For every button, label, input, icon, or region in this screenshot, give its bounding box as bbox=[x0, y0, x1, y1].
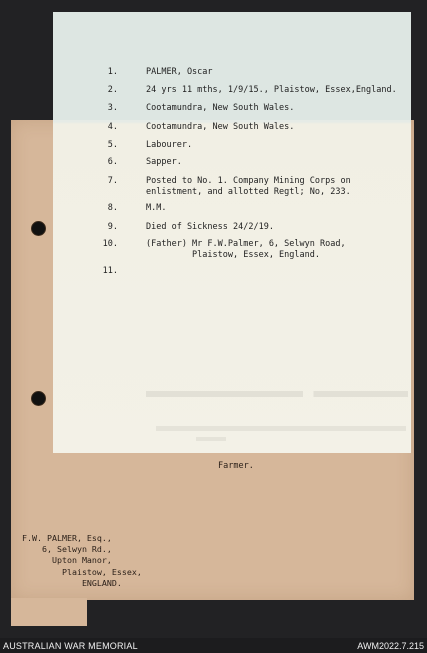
row-text: Sapper. bbox=[146, 157, 182, 167]
row-text: PALMER, Oscar bbox=[146, 67, 213, 77]
row-number: 6. bbox=[107, 157, 118, 167]
punch-hole-top bbox=[31, 221, 46, 236]
row-text: (Father) Mr F.W.Palmer, 6, Selwyn Road, Plaistow, Essex, England. bbox=[146, 239, 346, 260]
address-block: F.W. PALMER, Esq., 6, Selwyn Rd., Upton Manor, Plaistow, Essex, ENGLAND. bbox=[22, 533, 142, 588]
row-number: 3. bbox=[107, 103, 118, 113]
row-number: 1. bbox=[107, 67, 118, 77]
show-through-line bbox=[156, 426, 406, 431]
row-text: M.M. bbox=[146, 203, 167, 213]
row-number: 10. bbox=[102, 239, 118, 249]
punch-hole-bottom bbox=[31, 391, 46, 406]
row-text: Cootamundra, New South Wales. bbox=[146, 103, 295, 113]
row-text: Labourer. bbox=[146, 140, 193, 150]
row-number: 2. bbox=[107, 85, 118, 95]
show-through-line bbox=[196, 437, 226, 441]
card-bottom-tab bbox=[11, 598, 87, 626]
row-number: 5. bbox=[107, 140, 118, 150]
row-number: 8. bbox=[107, 203, 118, 213]
row-number: 4. bbox=[107, 122, 118, 132]
occupation-text: Farmer. bbox=[218, 461, 254, 471]
footer-accession-number: AWM2022.7.215 bbox=[357, 641, 424, 651]
row-text: Cootamundra, New South Wales. bbox=[146, 122, 295, 132]
footer-institution: AUSTRALIAN WAR MEMORIAL bbox=[3, 641, 138, 651]
row-number: 9. bbox=[107, 222, 118, 232]
row-text: Died of Sickness 24/2/19. bbox=[146, 222, 274, 232]
row-text: 24 yrs 11 mths, 1/9/15., Plaistow, Essex,England. bbox=[146, 85, 397, 95]
show-through-line bbox=[146, 391, 408, 397]
row-number: 11. bbox=[102, 266, 118, 276]
footer-bar bbox=[0, 638, 427, 653]
row-number: 7. bbox=[107, 176, 118, 186]
row-text: Posted to No. 1. Company Mining Corps on enlistment, and allotted Regtl; No, 233. bbox=[146, 176, 351, 197]
